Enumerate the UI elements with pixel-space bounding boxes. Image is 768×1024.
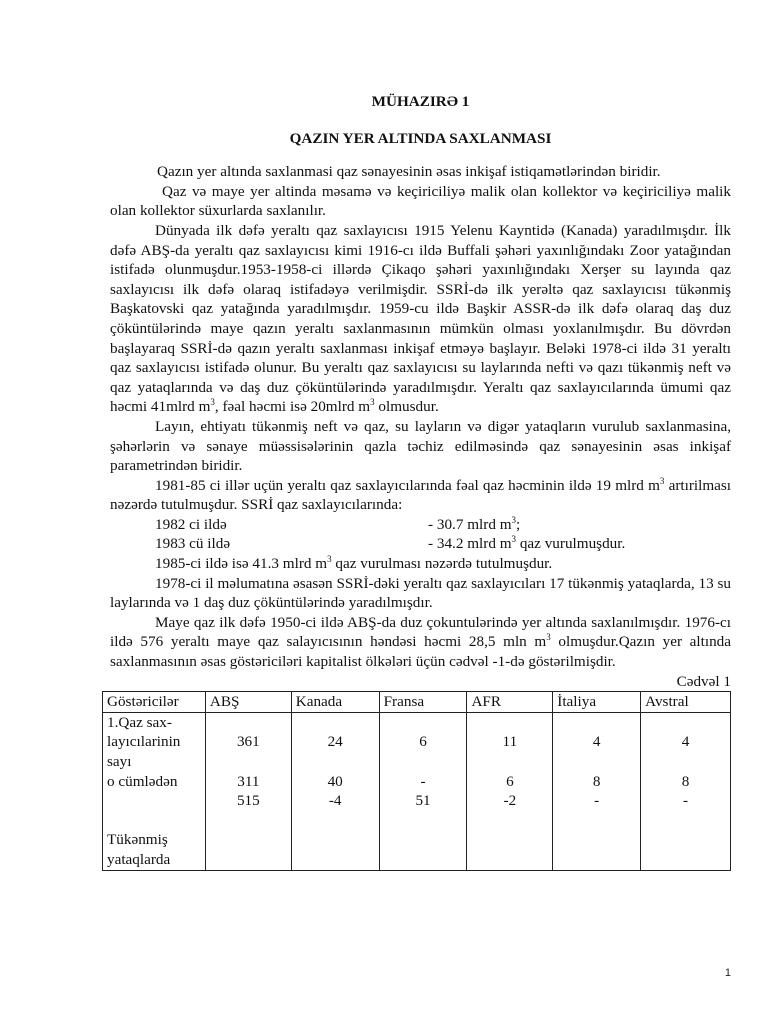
- table-cell: 361 311 515: [205, 712, 291, 870]
- superscript: 3: [546, 632, 551, 643]
- year-label: 1983 cü ildə: [155, 535, 231, 553]
- table-header-row: [103, 692, 731, 713]
- superscript: 3: [511, 514, 517, 525]
- lecture-heading: MÜHAZIRƏ 1: [371, 93, 470, 110]
- volume-row-1982: [110, 515, 731, 535]
- table-row-label: 1.Qaz sax- layıcılarinin sayı o cümlədən Tükənmiş yataqlarda: [103, 712, 206, 870]
- volume-value: - 30.7 mlrd $m^3$;: [428, 514, 521, 533]
- paragraph-6: 1985-ci ildə isə 41.3 mlrd $m^3$ qaz vurulması nəzərdə tutulmuşdur.: [155, 554, 553, 573]
- paragraph-5-a: 1981-85 ci illər uçün yeraltı qaz saxlayıcılarında fəal qaz həcminin ildə 19 mlrd m: [155, 476, 660, 494]
- table-row: [103, 712, 731, 870]
- volume-value: - 34.2 mlrd $m^3$ qaz vurulmuşdur.: [428, 534, 626, 553]
- volume-row-1983: [110, 534, 731, 554]
- page-number: 1: [724, 967, 731, 979]
- lecture-subheading: QAZIN YER ALTINDA SAXLANMASI: [289, 129, 552, 147]
- table-header-cell: Göstəricilər: [103, 692, 206, 713]
- table-cell: 4 8 -: [641, 712, 731, 870]
- superscript: 3: [511, 534, 517, 545]
- superscript: 3: [659, 475, 665, 486]
- paragraph-3-mid: , fəal həcmi isə 20mlrd m: [214, 398, 371, 416]
- table-cell: 11 6 -2: [467, 712, 553, 870]
- paragraph-3: [110, 221, 731, 417]
- paragraph-5-b: artırilması nəzərdə tutulmuşdur. SSRİ qaz saxlayıcılarında:: [110, 476, 732, 514]
- document-page: [107, 92, 732, 871]
- storage-indicators-table: [102, 691, 731, 870]
- paragraph-7: 1978-ci il məlumatına əsasən SSRİ-dəki yeraltı qaz saxlayıcıları 17 tükənmiş yataqlarda, 13 su laylarında və 1 daş duz çöküntülərində yaradılmışdır.: [110, 574, 731, 612]
- table-header-cell: Fransa: [379, 692, 467, 713]
- paragraph-1: Qazın yer altında saxlanmasi qaz sənayesinin əsas inkişaf istiqamətlərindən biridir.: [157, 163, 661, 181]
- paragraph-4: Layın, ehtiyatı tükənmiş neft və qaz, su layların və digər yataqların vurulub saxlanmasina, şəhərlərin və sənaye müəssisələrinin qazla təchiz edilməsində qaz sənayesinin əsas inkişaf parametrindən biridir.: [110, 417, 731, 475]
- table-header-cell: Avstral: [641, 692, 731, 713]
- paragraph-8: Maye qaz ilk dəfə 1950-ci ildə ABŞ-da duz çokuntulərində yer altında saxlanılmışdır. 1976-cı ildə 576 yeraltı maye qaz salayıcısının həndəsi həcmi 28,5 mln $m^3$ olmuşdur.Qazın yer altında saxlanmasının əsas göstəriciləri kapitalist ölkələri üçün cədvəl -1-də göstərilmişdir.: [110, 613, 731, 671]
- table-caption: Cədvəl 1: [676, 672, 731, 690]
- superscript: 3: [370, 397, 375, 408]
- table-cell: 24 40 -4: [291, 712, 379, 870]
- table-cell: 6 - 51: [379, 712, 467, 870]
- superscript: 3: [327, 554, 332, 564]
- table-row-label: o cümlədən: [107, 772, 178, 790]
- table-cell: 4 8 -: [553, 712, 641, 870]
- year-label: 1982 ci ildə: [155, 515, 227, 533]
- table-header-cell: AFR: [467, 692, 553, 713]
- paragraph-2: Qaz və maye yer altinda məsamə və keçiriciliyə malik olan kollektor və keçiriciliyə malik olan kollektor süxurlarda saxlanılır.: [110, 182, 731, 220]
- table-header-cell: Kanada: [291, 692, 379, 713]
- table-header-cell: ABŞ: [205, 692, 291, 713]
- table-header-cell: İtaliya: [553, 692, 641, 713]
- paragraph-5: [110, 476, 731, 515]
- superscript: 3: [210, 397, 215, 408]
- paragraph-3-end: olmusdur.: [374, 398, 439, 416]
- paragraph-3-main: Dünyada ilk dəfə yeraltı qaz saxlayıcısı 1915 Yelenu Kayntidə (Kanada) yaradılmışdır. İlk dəfə ABŞ-da yeraltı qaz saxlayıcısı kimi 1916-cı ildə Buffali şəhəri yaxınlığındakı Zoor yatağından istifadə olunmuşdur.1953-1958-ci illərdə Çikaqo şəhəri yaxınlığındakı Xerşer su layında qaz saxlayıcısı ilk dəfə olaraq istifadəyə verilmişdir. SSRİ-də ilk yerəltə qaz saxlayıcısı tükənmiş Başkatovski qaz yatağında yaradılmışdır. 1959-cu ildə Başkir ASSR-də ilk dəfə olaraq daş duz çöküntülərində maye qazın yeraltı saxlanmasının mümkün olması yoxlanılmışdır. Bu dövrdən başlayaraq SSRİ-də qazın yeraltı saxlanması inkişaf etməyə başlayır. Beləki 1978-ci ildə 31 yeraltı qaz saxlayıcısı istifadə olunur. Bu yeraltı qaz saxlayıcısı su laylarında nefti və qazı tükənmiş neft və qaz yataqlarında və daş duz çöküntülərində yaradılmışdır. Yeraltı qaz saxlayıcılarında ümumi qaz həcmi 41mlrd m: [110, 221, 731, 416]
